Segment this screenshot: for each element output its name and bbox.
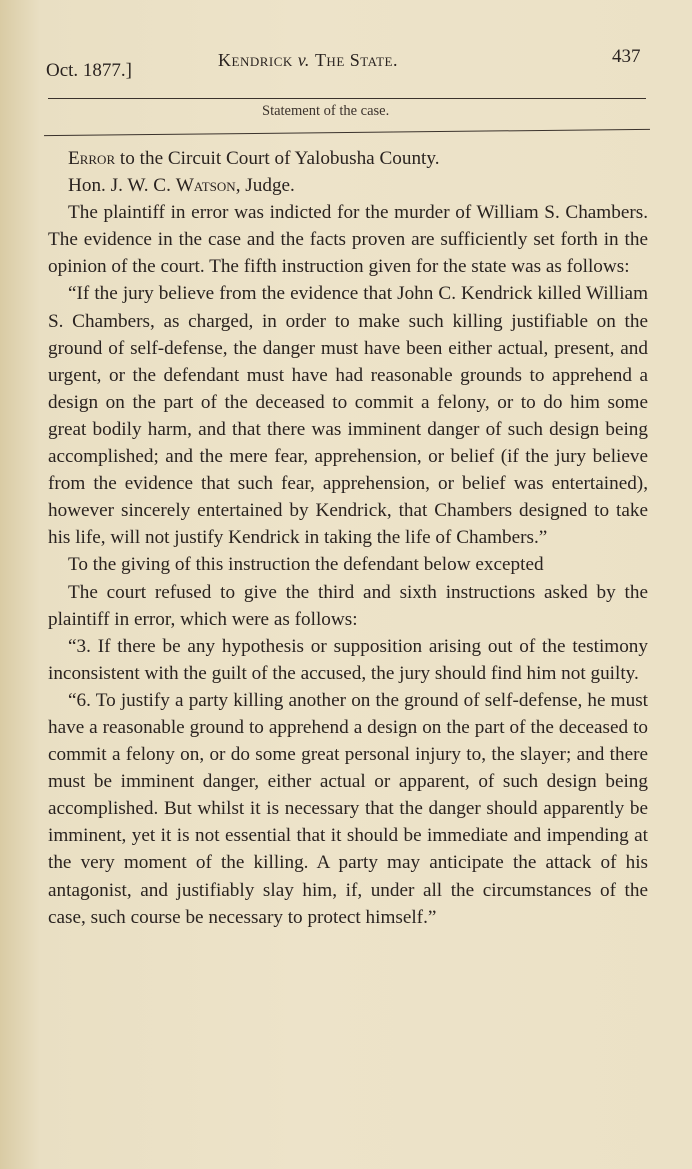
court-text: to the Circuit Court of Yalobusha County. xyxy=(115,148,440,169)
header-party-b: The State. xyxy=(314,50,399,70)
paragraph-exception: To the giving of this instruction the defendant below excepted xyxy=(68,554,544,576)
judge-name: Watson xyxy=(175,175,236,197)
header-rule-bottom xyxy=(44,129,650,136)
header-rule-top xyxy=(48,98,646,99)
header-versus: v. xyxy=(297,50,310,70)
error-lead: Error xyxy=(68,148,116,169)
paragraph-third-instruction: “3. If there be any hypothesis or supposition arising out of the testimony inconsistent with the guilt of the accused, the jury should find him not guilty. xyxy=(48,635,648,684)
paragraph-indictment: The plaintiff in error was indicted for the murder of William S. Chambers. The evidence in the case and the facts proven are sufficiently set forth in the opinion of the court. The fifth instruction given for the state was as follows: xyxy=(48,202,648,278)
paragraph-refused: The court refused to give the third and sixth instructions asked by the plaintiff in error, which were as follows: xyxy=(48,581,648,630)
paragraph-court xyxy=(48,145,648,172)
case-statement xyxy=(48,145,648,931)
header-date: Oct. 1877.] xyxy=(46,60,133,81)
header-party-a: Kendrick xyxy=(218,50,293,70)
header-case-title xyxy=(218,50,398,71)
paragraph-judge xyxy=(48,172,648,199)
paragraph-sixth-instruction: “6. To justify a party killing another on the ground of self-defense, he must have a reasonable ground to apprehend a design on the part of the deceased to commit a felony on, or do some great personal injury to, the slayer; and there must be imminent danger, either actual or apparent, of such design being accomplished. But whilst it is necessary that the danger should apparently be imminent, yet it is not essential that it should be immediate and impending at the very moment of the killing. A party may anticipate the attack of his antagonist, and justifiably slay him, if, under all the circumstances of the case, such course be necessary to protect himself.” xyxy=(48,689,648,928)
judge-prefix: Hon. J. W. C. xyxy=(68,175,176,197)
page-number: 437 xyxy=(612,46,641,67)
running-header xyxy=(0,46,692,86)
paragraph-fifth-instruction: “If the jury believe from the evidence that John C. Kendrick killed William S. Chambers, as charged, in order to make such killing justifiable on the ground of self-defense, the danger must have been either actual, present, and urgent, or the defendant must have had reasonable grounds to apprehend a design on the part of the deceased to commit a felony, or to do him some great bodily harm, and that there was imminent danger of such design being accomplished; and the mere fear, apprehension, or belief (if the jury believe from the evidence that such fear, apprehension, or belief was entertained), however sincerely entertained by Kendrick, that Chambers designed to take his life, will not justify Kendrick in taking the life of Chambers.” xyxy=(48,283,648,549)
section-subhead: Statement of the case. xyxy=(262,103,390,119)
judge-suffix: , Judge. xyxy=(235,175,295,197)
